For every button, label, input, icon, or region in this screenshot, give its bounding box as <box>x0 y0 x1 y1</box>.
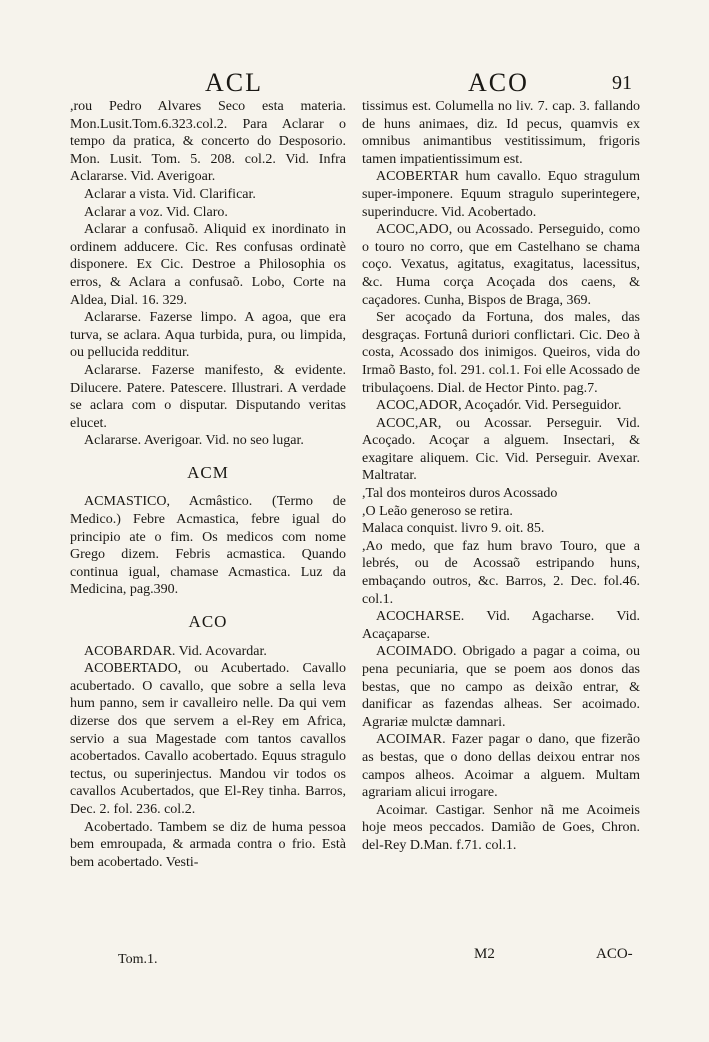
entry-paragraph: ,rou Pedro Alvares Seco esta materia. Mon.Lusit.Tom.6.323.col.2. Para Aclarar o tempo da pratica, & concerto do Desposorio. Mon. Lusit. Tom. 5. 208. col.2. Vid. Infra Aclararse. Vid. Averigoar. <box>70 99 346 185</box>
entry-paragraph: tissimus est. Columella no liv. 7. cap. 3. fallando de huns animaes, diz. Id pecus, quamvis ex omnibus animantibus vestitissimum, frigoris tamen impatientissimum est. <box>362 99 640 167</box>
entry-paragraph: Ser acoçado da Fortuna, dos males, das desgraças. Fortunâ duriori conflictari. Cic. Deo à costa, Acossado dos inimigos. Queiros, vida do Irmaõ Basto, fol. 291. col.1. Foi elle Acossado de tribulaçoens. Dial. de Hector Pinto. pag.7. <box>362 310 640 396</box>
entry-paragraph: Aclararse. Fazerse limpo. A agoa, que era turva, se aclara. Aqua turbida, pura, ou limpida, ou pellucida redditur. <box>70 310 346 361</box>
running-head-right: ACO <box>468 68 529 97</box>
entry-paragraph: Aclarar a vista. Vid. Clarificar. <box>84 186 256 202</box>
entry-paragraph: ACOIMADO. Obrigado a pagar a coima, ou pena pecuniaria, que se poem aos donos das bestas, que no campo as deixão entrar, & danificar as fazendas alheas. Ser acoimado. Agrariæ mulctæ damnari. <box>362 644 640 730</box>
entry-paragraph: Aclararse. Averigoar. Vid. no seo lugar. <box>84 433 304 449</box>
volume-mark: Tom.1. <box>118 952 158 967</box>
entry-paragraph: Acobertado. Tambem se diz de huma pessoa bem emroupada, & armada contra o frio. Està bem acobertado. Vesti- <box>70 819 346 870</box>
entry-paragraph: ACOBERTAR hum cavallo. Equo stragulum super-imponere. Equum stragulo superintegere, superinducre. Vid. Acobertado. <box>362 169 640 220</box>
entry-paragraph: ACOC,AR, ou Acossar. Perseguir. Vid. Acoçado. Acoçar a alguem. Insectari, & exagitare aliquem. Cic. Vid. Perseguir. Avexar. Maltratar. <box>362 415 640 484</box>
left-column <box>70 98 346 871</box>
entry-paragraph: ACOC,ADOR, Acoçadór. Vid. Perseguidor. <box>376 398 622 414</box>
page-number: 91 <box>612 72 632 94</box>
verse-line: ,Tal dos monteiros duros Acossado <box>362 486 558 502</box>
entry-paragraph: Aclarar a voz. Vid. Claro. <box>84 204 228 220</box>
section-heading: ACO <box>188 612 228 632</box>
entry-paragraph: Acoimar. Castigar. Senhor nã me Acoimeis hoje meos peccados. Damião de Goes, Chron. del-Rey D.Man. f.71. col.1. <box>362 802 640 853</box>
section-heading: ACM <box>187 462 229 482</box>
entry-paragraph: ACOBARDAR. Vid. Acovardar. <box>84 643 267 659</box>
catchword: ACO- <box>596 946 633 962</box>
entry-paragraph: ACOIMAR. Fazer pagar o dano, que fizerão as bestas, que o dono dellas deixou entrar nos campos alheos. Acoimar a alguem. Multam agrariam alicui irrogare. <box>362 732 640 801</box>
entry-paragraph: ACOC,ADO, ou Acossado. Perseguido, como o touro no corro, que em Castelhano se chama coço. Vexatus, agitatus, exagitatus, lacessitus, &c. Huma corça Acoçada dos caens, & caçadores. Cunha, Bispos de Braga, 369. <box>362 222 640 308</box>
entry-paragraph: Aclararse. Fazerse manifesto, & evidente. Dilucere. Patere. Patescere. Illustrari. A verdade se aclara com o disputar. Disputando veritas elucet. <box>70 362 346 431</box>
running-head-left: ACL <box>205 68 263 97</box>
entry-paragraph: ,Ao medo, que faz hum bravo Touro, que a lebrés, ou de Acossaõ estripando huns, embaçando outros, &c. Barros, 2. Dec. fol.46. col.1. <box>362 538 640 607</box>
verse-line: ,O Leão generoso se retira. <box>362 503 513 519</box>
signature-mark: M2 <box>474 946 495 962</box>
right-column <box>362 98 640 855</box>
entry-paragraph: Aclarar a confusaõ. Aliquid ex inordinato in ordinem adducere. Cic. Res confusas ordinatè disponere. Ex Cic. Destroe a Philosophia os erros, & Aclara a confusaõ. Lobo, Corte na Aldea, Dial. 16. 329. <box>70 222 346 308</box>
citation-line: Malaca conquist. livro 9. oit. 85. <box>362 521 545 537</box>
entry-paragraph: ACMASTICO, Acmâstico. (Termo de Medico.) Febre Acmastica, febre igual do principio ate o fim. Os medicos com nome Grego dizem. Febris acmastica. Quando continua igual, chamase Acmastica. Luz da Medicina, pag.390. <box>70 494 346 598</box>
entry-paragraph: ACOCHARSE. Vid. Agacharse. Vid. Acaçaparse. <box>362 609 640 642</box>
entry-paragraph: ACOBERTADO, ou Acubertado. Cavallo acubertado. O cavallo, que sobre a sella leva hum panno, sem ir cavalleiro nelle. Da qui vem dizerse dos que servem a el-Rey em Africa, servio a sua Magestade com tantos cavallos acobertados. Cavallo acobertado. Equus stragulo tectus, ou superinjectus. Mandou vir todos os cavallos Acubertados, que El-Rey tinha. Barros, Dec. 2. fol. 236. col.2. <box>70 661 346 817</box>
